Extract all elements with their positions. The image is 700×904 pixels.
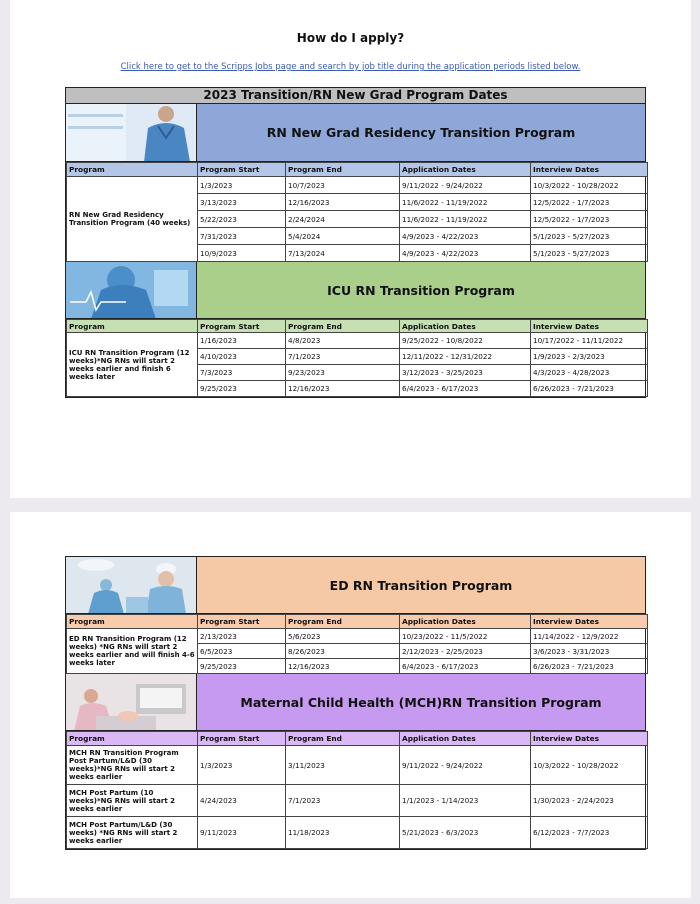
program-start-cell: 1/3/2023: [198, 177, 286, 194]
ed-program-title: ED RN Transition Program: [329, 577, 513, 593]
program-end-cell: 12/16/2023: [286, 194, 400, 211]
maternity-photo-icon: [66, 674, 197, 730]
application-dates-cell: 4/9/2023 - 4/22/2023: [400, 228, 531, 245]
mch-program-name: MCH Post Partum (10 weeks)*NG RNs will start 2 weeks earlier: [67, 785, 198, 817]
application-dates-cell: 2/12/2023 - 2/25/2023: [400, 644, 531, 659]
col-interview-dates: Interview Dates: [531, 320, 648, 333]
surgery-photo-icon: [66, 557, 197, 613]
program-end-cell: 3/11/2023: [286, 746, 400, 785]
program-start-cell: 4/10/2023: [198, 349, 286, 365]
interview-dates-cell: 6/12/2023 - 7/7/2023: [531, 817, 648, 849]
col-program-start: Program Start: [198, 615, 286, 629]
interview-dates-cell: 11/14/2022 - 12/9/2022: [531, 629, 648, 644]
program-end-cell: 12/16/2023: [286, 381, 400, 397]
application-dates-cell: 1/1/2023 - 1/14/2023: [400, 785, 531, 817]
application-dates-cell: 9/25/2022 - 10/8/2022: [400, 333, 531, 349]
icu-program-title: ICU RN Transition Program: [327, 282, 515, 298]
mch-program-table: [66, 731, 648, 849]
col-program-end: Program End: [286, 615, 400, 629]
col-application-dates: Application Dates: [400, 615, 531, 629]
program-start-cell: 5/22/2023: [198, 211, 286, 228]
interview-dates-cell: 5/1/2023 - 5/27/2023: [531, 228, 648, 245]
interview-dates-cell: 1/9/2023 - 2/3/2023: [531, 349, 648, 365]
col-interview-dates: Interview Dates: [531, 615, 648, 629]
program-end-cell: 9/23/2023: [286, 365, 400, 381]
application-dates-cell: 12/11/2022 - 12/31/2022: [400, 349, 531, 365]
program-end-cell: 8/26/2023: [286, 644, 400, 659]
col-program: Program: [67, 320, 198, 333]
rn-program-section: [65, 104, 646, 398]
document-page-1: [10, 0, 691, 498]
page-title: How do I apply?: [296, 31, 405, 45]
application-dates-cell: 9/11/2022 - 9/24/2022: [400, 746, 531, 785]
program-end-cell: 4/8/2023: [286, 333, 400, 349]
nurse-photo-icon: [66, 104, 197, 161]
interview-dates-cell: 6/26/2023 - 7/21/2023: [531, 659, 648, 674]
program-start-cell: 7/3/2023: [198, 365, 286, 381]
table-row: [67, 817, 648, 849]
col-program: Program: [67, 732, 198, 746]
mch-program-title: Maternal Child Health (MCH)RN Transition Program: [240, 694, 602, 710]
program-start-cell: 9/25/2023: [198, 659, 286, 674]
ed-program-name: ED RN Transition Program (12 weeks) *NG RNs will start 2 weeks earlier and will finish 4-6 weeks later: [67, 629, 198, 674]
rn-program-name: RN New Grad Residency Transition Program (40 weeks): [67, 177, 198, 262]
table-row: [67, 629, 648, 644]
application-dates-cell: 10/23/2022 - 11/5/2022: [400, 629, 531, 644]
program-start-cell: 1/16/2023: [198, 333, 286, 349]
monitor-photo-icon: [66, 262, 197, 318]
rn-program-table: [66, 162, 648, 262]
interview-dates-cell: 6/26/2023 - 7/21/2023: [531, 381, 648, 397]
col-program-start: Program Start: [198, 320, 286, 333]
table-header-row: [67, 163, 648, 177]
col-program-start: Program Start: [198, 163, 286, 177]
col-program-end: Program End: [286, 163, 400, 177]
interview-dates-cell: 12/5/2022 - 1/7/2023: [531, 194, 648, 211]
table-header-row: [67, 615, 648, 629]
application-dates-cell: 6/4/2023 - 6/17/2023: [400, 659, 531, 674]
interview-dates-cell: 10/3/2022 - 10/28/2022: [531, 177, 648, 194]
mch-program-header: [66, 674, 645, 731]
col-application-dates: Application Dates: [400, 732, 531, 746]
icu-program-table: [66, 319, 648, 397]
ed-program-header: [66, 557, 645, 614]
program-start-cell: 7/31/2023: [198, 228, 286, 245]
ed-mch-section: [65, 556, 646, 850]
table-row: [67, 785, 648, 817]
program-start-cell: 1/3/2023: [198, 746, 286, 785]
interview-dates-cell: 4/3/2023 - 4/28/2023: [531, 365, 648, 381]
table-row: [67, 746, 648, 785]
col-program: Program: [67, 163, 198, 177]
application-dates-cell: 11/6/2022 - 11/19/2022: [400, 211, 531, 228]
mch-program-name: MCH RN Transition Program Post Partum/L&D (30 weeks)*NG RNs will start 2 weeks earlier: [67, 746, 198, 785]
table-row: [67, 333, 648, 349]
col-program-start: Program Start: [198, 732, 286, 746]
application-dates-cell: 5/21/2023 - 6/3/2023: [400, 817, 531, 849]
application-dates-cell: 6/4/2023 - 6/17/2023: [400, 381, 531, 397]
interview-dates-cell: 10/17/2022 - 11/11/2022: [531, 333, 648, 349]
table-header-row: [67, 320, 648, 333]
program-start-cell: 9/11/2023: [198, 817, 286, 849]
document-page-2: [10, 512, 691, 898]
col-application-dates: Application Dates: [400, 163, 531, 177]
icu-program-header: [66, 262, 645, 319]
program-start-cell: 6/5/2023: [198, 644, 286, 659]
interview-dates-cell: 1/30/2023 - 2/24/2023: [531, 785, 648, 817]
application-dates-cell: 4/9/2023 - 4/22/2023: [400, 245, 531, 262]
col-application-dates: Application Dates: [400, 320, 531, 333]
col-interview-dates: Interview Dates: [531, 732, 648, 746]
program-start-cell: 2/13/2023: [198, 629, 286, 644]
col-program-end: Program End: [286, 320, 400, 333]
interview-dates-cell: 3/6/2023 - 3/31/2023: [531, 644, 648, 659]
program-dates-banner: 2023 Transition/RN New Grad Program Dates: [65, 87, 646, 104]
table-header-row: [67, 732, 648, 746]
program-start-cell: 4/24/2023: [198, 785, 286, 817]
program-end-cell: 11/18/2023: [286, 817, 400, 849]
program-end-cell: 12/16/2023: [286, 659, 400, 674]
interview-dates-cell: 5/1/2023 - 5/27/2023: [531, 245, 648, 262]
application-dates-cell: 9/11/2022 - 9/24/2022: [400, 177, 531, 194]
program-end-cell: 5/4/2024: [286, 228, 400, 245]
interview-dates-cell: 12/5/2022 - 1/7/2023: [531, 211, 648, 228]
rn-program-title: RN New Grad Residency Transition Program: [266, 125, 576, 140]
program-end-cell: 7/13/2024: [286, 245, 400, 262]
ed-program-table: [66, 614, 648, 674]
program-end-cell: 10/7/2023: [286, 177, 400, 194]
icu-program-name: ICU RN Transition Program (12 weeks)*NG RNs will start 2 weeks earlier and finish 6 weeks later: [67, 333, 198, 397]
program-start-cell: 10/9/2023: [198, 245, 286, 262]
application-dates-cell: 11/6/2022 - 11/19/2022: [400, 194, 531, 211]
program-end-cell: 7/1/2023: [286, 349, 400, 365]
col-program-end: Program End: [286, 732, 400, 746]
program-end-cell: 2/24/2024: [286, 211, 400, 228]
mch-program-name: MCH Post Partum/L&D (30 weeks) *NG RNs will start 2 weeks earlier: [67, 817, 198, 849]
program-start-cell: 3/13/2023: [198, 194, 286, 211]
program-end-cell: 7/1/2023: [286, 785, 400, 817]
application-dates-cell: 3/12/2023 - 3/25/2023: [400, 365, 531, 381]
program-end-cell: 5/6/2023: [286, 629, 400, 644]
scripps-jobs-link[interactable]: Click here to get to the Scripps Jobs page and search by job title during the application periods listed below.: [120, 62, 581, 72]
rn-program-header: [66, 104, 645, 162]
program-start-cell: 9/25/2023: [198, 381, 286, 397]
interview-dates-cell: 10/3/2022 - 10/28/2022: [531, 746, 648, 785]
col-program: Program: [67, 615, 198, 629]
col-interview-dates: Interview Dates: [531, 163, 648, 177]
table-row: [67, 177, 648, 194]
